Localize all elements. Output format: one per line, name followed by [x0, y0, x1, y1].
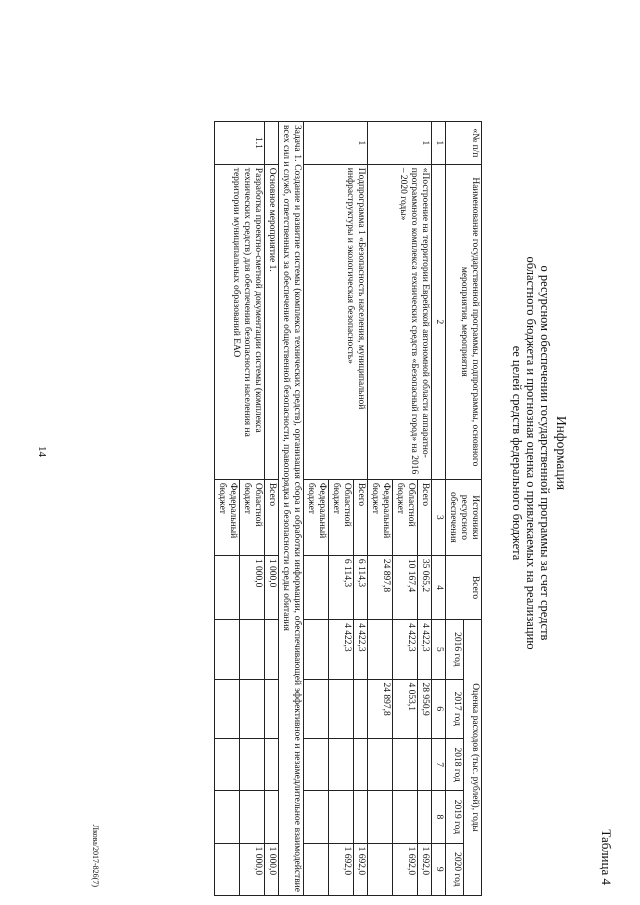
row-name: Основное мероприятие 1. [265, 164, 279, 479]
cell-2017 [215, 679, 240, 738]
col-index: 5 [432, 619, 446, 678]
cell-2019 [354, 790, 368, 842]
cell-total: 1 000,0 [265, 555, 279, 619]
col-index: 4 [432, 555, 446, 619]
col-index: 2 [432, 164, 446, 479]
cell-total: 10 167,4 [393, 555, 418, 619]
header-estimate: Оценка расходов (тыс. рублей), годы [464, 619, 482, 895]
cell-2019 [265, 790, 279, 842]
cell-2016: 4 422,3 [393, 619, 418, 678]
document-code: Лкова/2017-826(7) [91, 824, 100, 887]
cell-2016 [304, 619, 329, 678]
cell-2016: 4 422,3 [329, 619, 354, 678]
cell-total [215, 555, 240, 619]
cell-2020 [368, 843, 393, 895]
row-source: Всего [418, 479, 432, 555]
header-2018: 2018 год [446, 738, 464, 790]
table-row [418, 121, 432, 895]
cell-2019 [329, 790, 354, 842]
cell-2018 [215, 738, 240, 790]
row-source: Областной бюджет [240, 479, 265, 555]
row-source: Областной бюджет [393, 479, 418, 555]
task-row [279, 121, 304, 895]
header-row [464, 121, 482, 895]
cell-2017 [304, 679, 329, 738]
cell-total [304, 555, 329, 619]
cell-2017 [354, 679, 368, 738]
header-2019: 2019 год [446, 790, 464, 842]
table-row [240, 121, 265, 895]
header-2020: 2020 год [446, 843, 464, 895]
column-index-row [432, 121, 446, 895]
cell-2016: 4 422,3 [418, 619, 432, 678]
document-page [20, 13, 620, 893]
cell-total: 35 065,2 [418, 555, 432, 619]
cell-2016 [240, 619, 265, 678]
task-text: Задача 1. Создание и развитие системы (комплекса технических средств), организация сбора и обработки информации, обеспечивающей эффективное и незамедлительное взаимодействие всех сил и служб, ответственных за обеспечение общественной безопасности, правопорядка и безопасности среды обитания [279, 121, 304, 895]
cell-2020: 1 692,0 [354, 843, 368, 895]
cell-2017 [265, 679, 279, 738]
cell-2018 [240, 738, 265, 790]
col-index: 1 [432, 121, 446, 164]
table-row [265, 121, 279, 895]
cell-2017 [329, 679, 354, 738]
cell-2016 [265, 619, 279, 678]
cell-2019 [215, 790, 240, 842]
row-num [265, 121, 279, 164]
row-num: 1 [368, 121, 432, 164]
heading-line: о ресурсном обеспечении государственной программы за счет средств [538, 265, 552, 640]
resource-table [214, 121, 482, 896]
header-source: Источники ресурсного обеспечения [446, 479, 482, 555]
header-name: Наименование государственной программы, подпрограммы, основного мероприятия, мероприятия [446, 164, 482, 479]
col-index: 9 [432, 843, 446, 895]
row-source: Всего [265, 479, 279, 555]
heading-title: Информация [554, 415, 569, 490]
row-name: Подпрограмма 1 «Безопасность населения, муниципальной инфраструктуры и экологическая безопасность» [304, 164, 368, 479]
cell-2019 [304, 790, 329, 842]
row-source: Федеральный бюджет [215, 479, 240, 555]
header-2016: 2016 год [446, 619, 464, 678]
table-label: Таблица 4 [599, 828, 614, 885]
page-number: 14 [36, 446, 48, 457]
cell-2018 [393, 738, 418, 790]
cell-2020 [304, 843, 329, 895]
cell-2016 [215, 619, 240, 678]
row-num: 1.1 [215, 121, 265, 164]
heading-line: областного бюджета и прогнозная оценка о привлекаемых на реализацию [524, 255, 538, 650]
cell-2018 [265, 738, 279, 790]
header-total: Всего [446, 555, 482, 619]
row-source: Областной бюджет [329, 479, 354, 555]
cell-2020: 1 692,0 [329, 843, 354, 895]
cell-2019 [418, 790, 432, 842]
document-heading [510, 13, 568, 893]
col-index: 6 [432, 679, 446, 738]
table-row [354, 121, 368, 895]
cell-total: 24 897,8 [368, 555, 393, 619]
header-2017: 2017 год [446, 679, 464, 738]
cell-2020 [215, 843, 240, 895]
col-index: 3 [432, 479, 446, 555]
cell-total: 1 000,0 [240, 555, 265, 619]
cell-2017: 24 897,8 [368, 679, 393, 738]
heading-line: ее целей средств федерального бюджета [510, 345, 524, 560]
cell-2017 [240, 679, 265, 738]
cell-2018 [329, 738, 354, 790]
row-num: 1 [304, 121, 368, 164]
cell-2020: 1 692,0 [393, 843, 418, 895]
cell-2020: 1 000,0 [265, 843, 279, 895]
cell-2019 [393, 790, 418, 842]
cell-2016 [368, 619, 393, 678]
col-index: 8 [432, 790, 446, 842]
cell-2018 [418, 738, 432, 790]
row-name: «Построение на территории Еврейской автономной области аппаратно-программного комплекса технических средств «Безопасный город» на 2016 – 2020 годы» [368, 164, 432, 479]
row-name: Разработка проектно-сметной документации системы (комплекса технических средств) для обеспечения безопасности населения на территории муниципальных образований ЕАО [215, 164, 265, 479]
cell-2020: 1 000,0 [240, 843, 265, 895]
cell-2019 [240, 790, 265, 842]
row-source: Федеральный бюджет [368, 479, 393, 555]
cell-2020: 1 692,0 [418, 843, 432, 895]
cell-2016: 4 422,3 [354, 619, 368, 678]
cell-2017: 28 950,9 [418, 679, 432, 738]
cell-total: 6 114,3 [329, 555, 354, 619]
cell-total: 6 114,3 [354, 555, 368, 619]
row-source: Федеральный бюджет [304, 479, 329, 555]
cell-2018 [354, 738, 368, 790]
cell-2019 [368, 790, 393, 842]
cell-2018 [304, 738, 329, 790]
cell-2017: 4 053,1 [393, 679, 418, 738]
cell-2018 [368, 738, 393, 790]
row-source: Всего [354, 479, 368, 555]
col-index: 7 [432, 738, 446, 790]
header-num: «№ п/п [446, 121, 482, 164]
